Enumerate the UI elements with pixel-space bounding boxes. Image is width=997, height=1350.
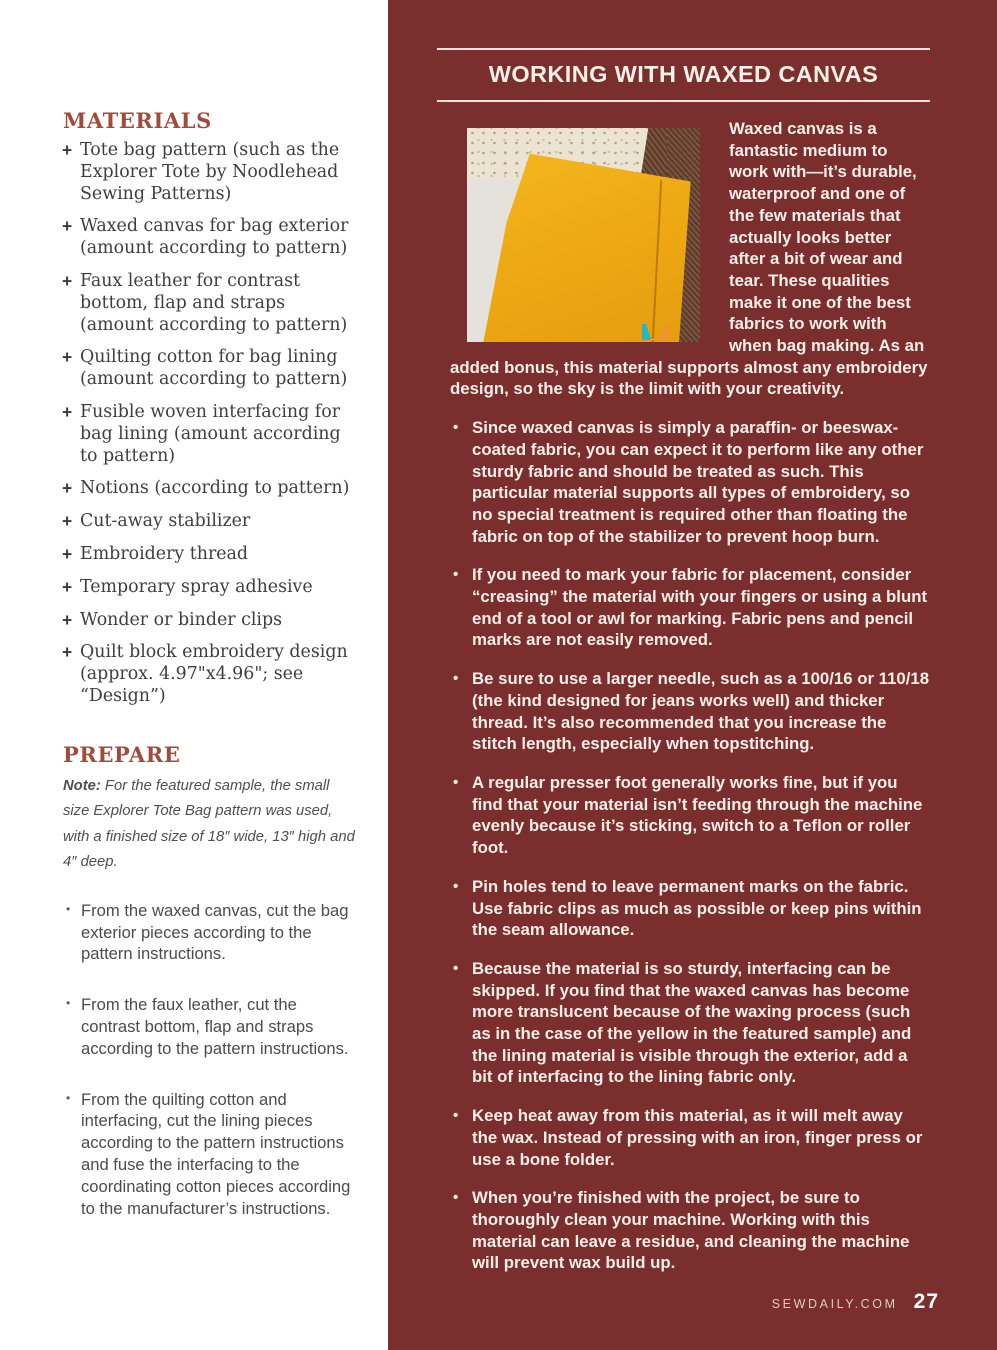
material-item: + Waxed canvas for bag exterior (amount according to pattern): [63, 216, 355, 260]
sidebar-intro: [450, 118, 931, 400]
note-text: For the featured sample, the small size Explorer Tote Bag pattern was used, with a finished size of 18″ wide, 13″ high and 4″ deep.: [63, 777, 355, 871]
prepare-note: [63, 774, 355, 876]
tip-item: • If you need to mark your fabric for placement, consider “creasing” the material with your fingers or using a blunt end of a tool or awl for marking. Fabric pens and pencil marks are not easily removed.: [450, 564, 931, 651]
site-name: SEWDAILY.COM: [771, 1297, 898, 1311]
embroidery-detail: [642, 324, 668, 340]
prepare-step: • From the waxed canvas, cut the bag exterior pieces according to the pattern instructions.: [63, 900, 355, 965]
prepare-steps-list: [63, 900, 355, 1220]
tip-item: • Since waxed canvas is simply a paraffin- or beeswax-coated fabric, you can expect it to perform like any other sturdy fabric and should be treated as such. This particular material supports all types of embroidery, so no special treatment is required other than floating the fabric on top of the stabilizer to prevent hoop burn.: [450, 417, 931, 547]
materials-heading: MATERIALS: [63, 108, 212, 133]
tip-item: • Be sure to use a larger needle, such as a 100/16 or 110/18 (the kind designed for jeans works well) and thicker thread. It’s also recommended that you increase the stitch length, especially when topstitching.: [450, 668, 931, 755]
tip-item: • Because the material is so sturdy, interfacing can be skipped. If you find that the waxed canvas has become more translucent because of the waxing process (such as in the case of the yellow in the featured sample) and the lining material is visible through the exterior, add a bit of interfacing to the lining fabric only.: [450, 958, 931, 1088]
material-item: + Cut-away stabilizer: [63, 511, 355, 533]
waxed-canvas-sidebar: [388, 0, 997, 1350]
left-column: [63, 108, 355, 1248]
material-item: + Quilt block embroidery design (approx. 4.97"x4.96"; see “Design”): [63, 642, 355, 707]
prepare-step: • From the quilting cotton and interfacing, cut the lining pieces according to the pattern instructions and fuse the interfacing to the coordinating cotton pieces according to the manufacturer’s instructions.: [63, 1089, 355, 1220]
sidebar-header: [437, 48, 930, 102]
tips-list: [450, 417, 931, 1274]
page-number: 27: [913, 1290, 939, 1313]
tip-item: • Keep heat away from this material, as it will melt away the wax. Instead of pressing with an iron, finger press or use a bone folder.: [450, 1105, 931, 1170]
note-label: Note:: [63, 777, 101, 794]
material-item: + Temporary spray adhesive: [63, 577, 355, 599]
material-item: + Embroidery thread: [63, 544, 355, 566]
material-item: + Notions (according to pattern): [63, 478, 355, 500]
material-item: + Tote bag pattern (such as the Explorer Tote by Noodlehead Sewing Patterns): [63, 140, 355, 205]
sidebar-content: [450, 112, 931, 1291]
material-item: + Wonder or binder clips: [63, 610, 355, 632]
page-footer: [772, 1290, 939, 1314]
prepare-heading: PREPARE: [63, 741, 181, 767]
material-item: + Faux leather for contrast bottom, flap and straps (amount according to pattern): [63, 271, 355, 336]
tip-item: • Pin holes tend to leave permanent marks on the fabric. Use fabric clips as much as possible or keep pins within the seam allowance.: [450, 876, 931, 941]
tip-item: • When you’re finished with the project, be sure to thoroughly clean your machine. Working with this material can leave a residue, and cleaning the machine will prevent wax build up.: [450, 1187, 931, 1274]
tip-item: • A regular presser foot generally works fine, but if you find that your material isn’t feeding through the machine evenly because it’s sticking, switch to a Teflon or roller foot.: [450, 772, 931, 859]
sidebar-title: WORKING WITH WAXED CANVAS: [488, 61, 879, 87]
header-rule-bottom: [437, 100, 930, 102]
material-item: + Quilting cotton for bag lining (amount according to pattern): [63, 347, 355, 391]
tote-bag-photo: [467, 128, 700, 342]
intro-text: Waxed canvas is a fantastic medium to work with—it’s durable, waterproof and one of the few materials that actually looks better after a bit of wear and tear. These qualities make it one of the best fabrics to work with when bag making. As an added bonus, this material supports almost any embroidery design, so the sky is the limit with your creativity.: [450, 119, 928, 399]
material-item: + Fusible woven interfacing for bag lining (amount according to pattern): [63, 402, 355, 467]
prepare-section: [63, 742, 355, 1220]
materials-list: [63, 140, 355, 708]
prepare-step: • From the faux leather, cut the contrast bottom, flap and straps according to the pattern instructions.: [63, 994, 355, 1059]
